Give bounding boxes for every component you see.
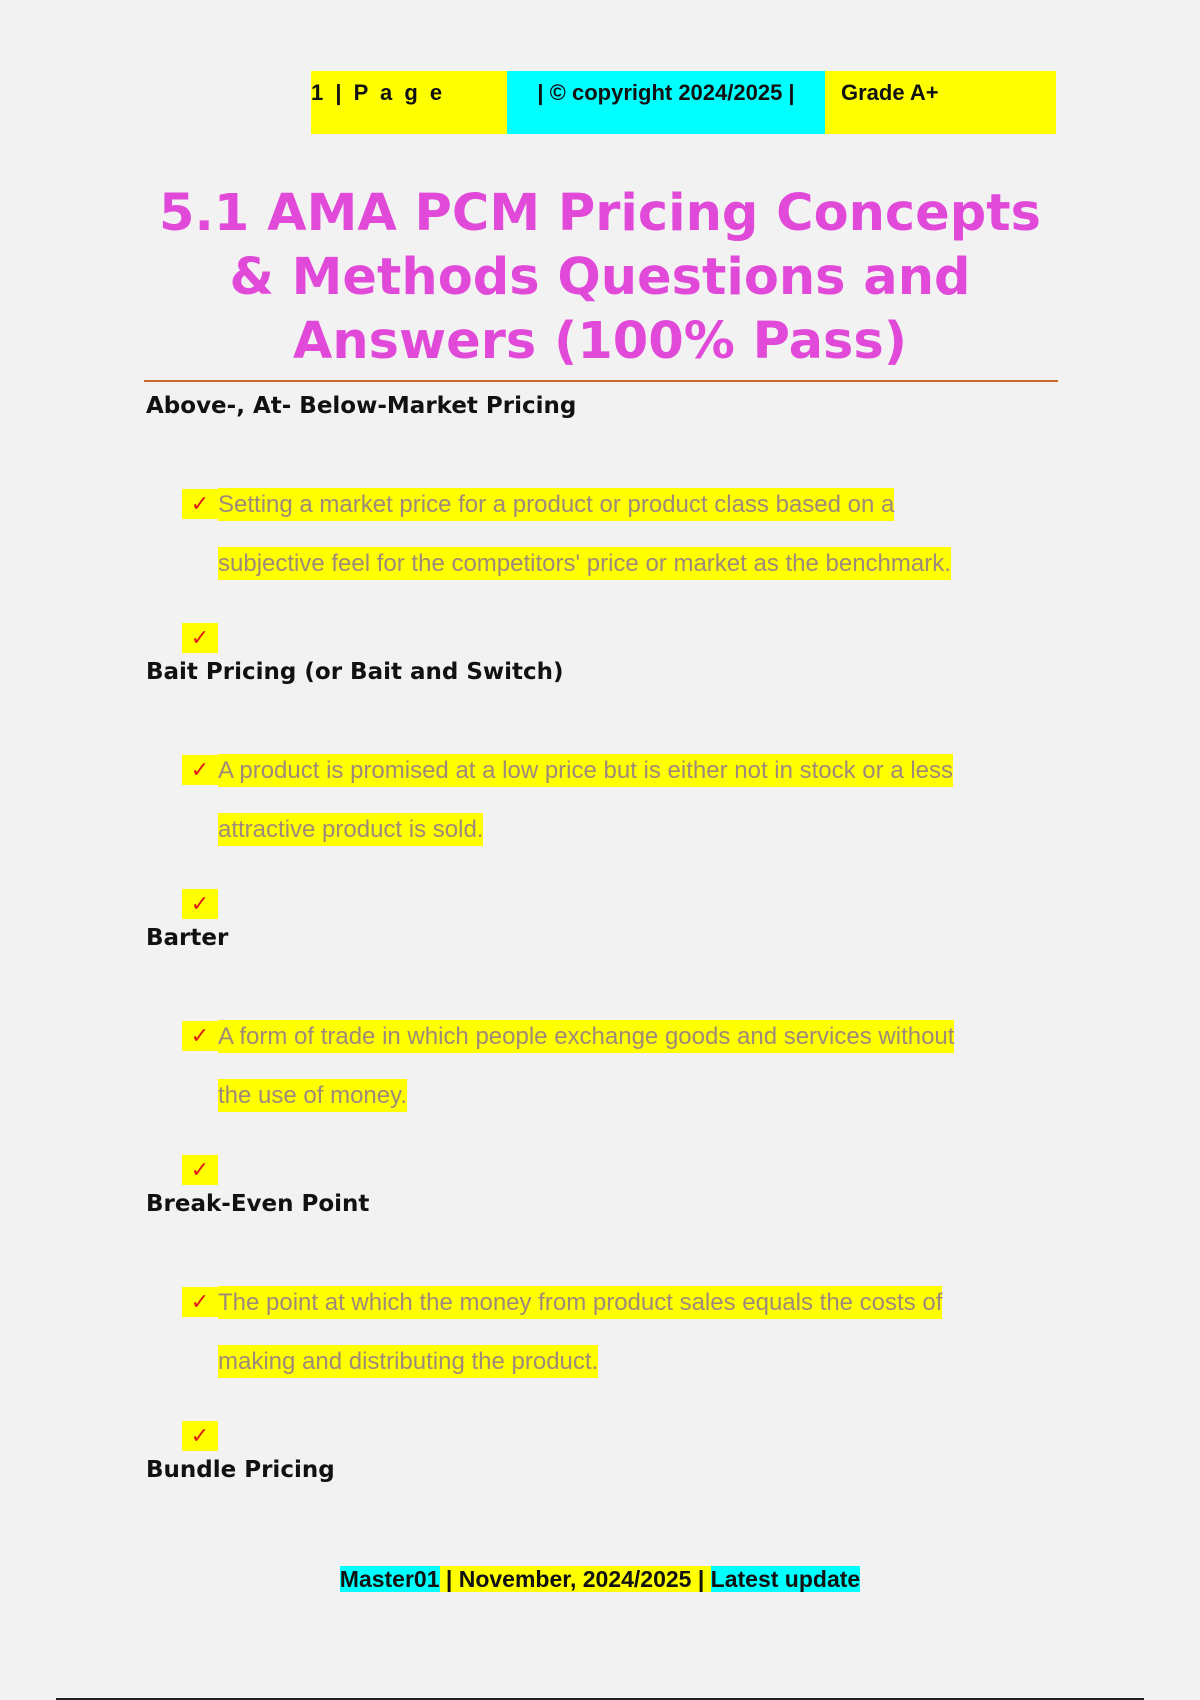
definition-line: The point at which the money from product sales equals the costs of (218, 1286, 942, 1319)
footer-separator: | (691, 1566, 711, 1592)
check-icon: ✓ (182, 1421, 218, 1451)
check-icon: ✓ (182, 623, 218, 653)
glossary-entry (146, 1191, 1066, 1448)
title-divider (144, 380, 1058, 382)
page-number: 1 | P a g e (311, 71, 507, 134)
definition-line: A product is promised at a low price but is either not in stock or a less (218, 754, 953, 787)
check-icon: ✓ (182, 1287, 218, 1317)
definition-line: attractive product is sold. (218, 813, 483, 846)
copyright-notice: | © copyright 2024/2025 | (507, 71, 825, 134)
footer-date: November, 2024/2025 (458, 1566, 692, 1592)
glossary-entry (146, 393, 1066, 650)
glossary-entry (146, 659, 1066, 916)
check-icon: ✓ (182, 489, 218, 519)
document-title: 5.1 AMA PCM Pricing Concepts & Methods Questions and Answers (100% Pass) (159, 184, 1041, 371)
check-icon: ✓ (182, 1021, 218, 1051)
definition-line: A form of trade in which people exchange goods and services without (218, 1020, 954, 1053)
page-footer (0, 1566, 1200, 1593)
definition-line: Setting a market price for a product or product class based on a (218, 488, 894, 521)
grade-label: Grade A+ (825, 71, 1056, 134)
check-icon: ✓ (182, 889, 218, 919)
footer-author: Master01 (339, 1566, 440, 1592)
definition-line: the use of money. (218, 1079, 407, 1112)
term-heading: Bait Pricing (or Bait and Switch) (146, 659, 564, 685)
footer-update: Latest update (710, 1566, 861, 1592)
definition-line: making and distributing the product. (218, 1345, 598, 1378)
term-heading: Barter (146, 925, 229, 951)
page-header (311, 71, 1056, 134)
glossary-entry (146, 925, 1066, 1182)
check-icon: ✓ (182, 1155, 218, 1185)
glossary-entry (146, 1457, 1066, 1483)
term-heading: Above-, At- Below-Market Pricing (146, 393, 577, 419)
term-heading: Bundle Pricing (146, 1457, 335, 1483)
check-icon: ✓ (182, 755, 218, 785)
term-heading: Break-Even Point (146, 1191, 370, 1217)
definition-line: subjective feel for the competitors' price or market as the benchmark. (218, 547, 951, 580)
footer-separator: | (439, 1566, 459, 1592)
